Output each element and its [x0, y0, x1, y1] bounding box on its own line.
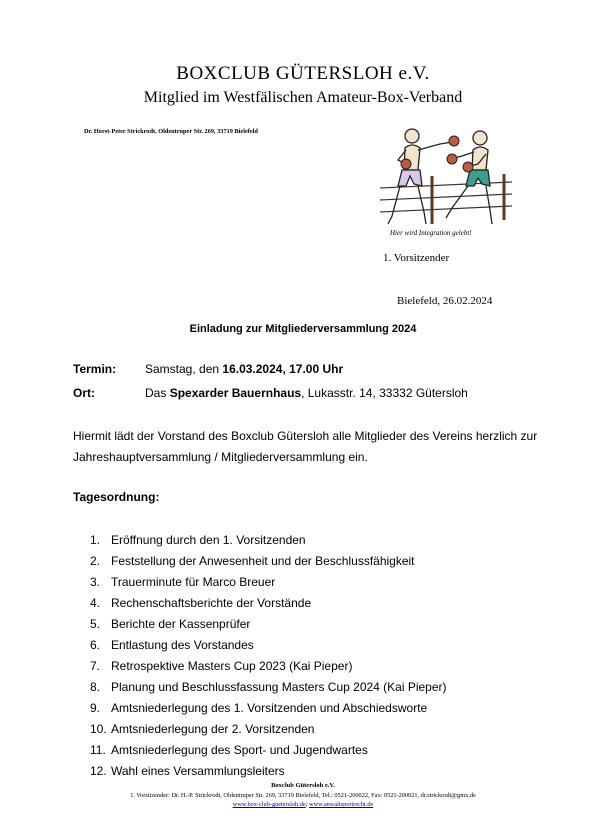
termin-date: 16.03.2024, 17.00 Uhr — [222, 362, 344, 376]
footer-separator: ; — [305, 801, 310, 808]
ort-venue: Spexarder Bauernhaus — [169, 386, 302, 400]
agenda-title: Tagesordnung: — [73, 490, 160, 504]
agenda-item — [90, 677, 447, 698]
agenda-number: 10. — [90, 722, 107, 736]
footer-contact: 1. Vorsitzender: Dr. H.-P. Strickrodt, Oldentruper Str. 269, 33719 Bielefeld, Tel.: 0521-200022, Fax: 0521-200021, dr.strickrodt@gmx.de — [130, 792, 476, 799]
agenda-item — [90, 593, 447, 614]
agenda-item — [90, 551, 447, 572]
agenda-item — [90, 698, 447, 719]
agenda-item — [90, 635, 447, 656]
club-subtitle: Mitglied im Westfälischen Amateur-Box-Verband — [143, 89, 463, 106]
agenda-text: Eröffnung durch den 1. Vorsitzenden — [111, 533, 306, 547]
agenda-number: 2. — [90, 554, 101, 568]
agenda-text: Wahl eines Versammlungsleiters — [111, 764, 285, 778]
agenda-item — [90, 719, 447, 740]
agenda-number: 1. — [90, 533, 101, 547]
ort-label: Ort: — [73, 386, 95, 400]
agenda-text: Trauerminute für Marco Breuer — [111, 575, 276, 589]
slogan: Hier wird Integration gelebt! — [390, 229, 472, 237]
agenda-number: 4. — [90, 596, 101, 610]
agenda-number: 12. — [90, 764, 107, 778]
ort-prefix: Das — [145, 386, 170, 400]
agenda-number: 6. — [90, 638, 101, 652]
agenda-text: Planung und Beschlussfassung Masters Cup 2024 (Kai Pieper) — [111, 680, 447, 694]
termin-value — [145, 362, 343, 376]
agenda-list — [90, 530, 447, 782]
website-link-law[interactable]: www.anwaltsportrecht.de — [309, 801, 374, 808]
agenda-number: 3. — [90, 575, 101, 589]
place-date: Bielefeld, 26.02.2024 — [397, 295, 493, 307]
agenda-item — [90, 530, 447, 551]
website-link-club[interactable]: www.box-club-guetersloh.de — [232, 801, 306, 808]
agenda-number: 5. — [90, 617, 101, 631]
agenda-text: Amtsniederlegung des Sport- und Jugendwartes — [111, 743, 368, 757]
agenda-number: 9. — [90, 701, 101, 715]
agenda-text: Amtsniederlegung des 1. Vorsitzenden und Abschiedsworte — [111, 701, 428, 715]
boxers-icon — [378, 124, 514, 244]
agenda-item — [90, 572, 447, 593]
agenda-item — [90, 614, 447, 635]
agenda-text: Retrospektive Masters Cup 2023 (Kai Pieper) — [111, 659, 353, 673]
agenda-text: Entlastung des Vorstandes — [111, 638, 254, 652]
agenda-number: 7. — [90, 659, 101, 673]
sender-role: 1. Vorsitzender — [383, 252, 450, 264]
intro-paragraph: Hiermit lädt der Vorstand des Boxclub Gütersloh alle Mitglieder des Vereins herzlich zur Jahreshauptversammlung / Mitgliederversammlung ein. — [73, 429, 538, 464]
termin-prefix: Samstag, den — [145, 362, 223, 376]
termin-label: Termin: — [73, 362, 117, 376]
ort-address: , Lukasstr. 14, 33332 Gütersloh — [301, 386, 468, 400]
footer-websites — [0, 801, 606, 808]
sender-address: Dr. Horst-Peter Strickrodt, Oldentruper Str. 269, 33719 Bielefeld — [84, 128, 258, 135]
agenda-text: Rechenschaftsberichte der Vorstände — [111, 596, 312, 610]
agenda-text: Feststellung der Anwesenheit und der Beschlussfähigkeit — [111, 554, 415, 568]
agenda-item — [90, 740, 447, 761]
ort-value — [145, 386, 468, 400]
agenda-number: 11. — [90, 743, 106, 757]
club-title: BOXCLUB GÜTERSLOH e.V. — [176, 63, 430, 84]
agenda-number: 8. — [90, 680, 101, 694]
agenda-item — [90, 761, 447, 782]
agenda-text: Berichte der Kassenprüfer — [111, 617, 251, 631]
letter-heading: Einladung zur Mitgliederversammlung 2024 — [189, 323, 417, 335]
agenda-item — [90, 656, 447, 677]
footer-club-name: Boxclub Gütersloh e.V. — [271, 782, 335, 789]
agenda-text: Amtsniederlegung der 2. Vorsitzenden — [111, 722, 315, 736]
